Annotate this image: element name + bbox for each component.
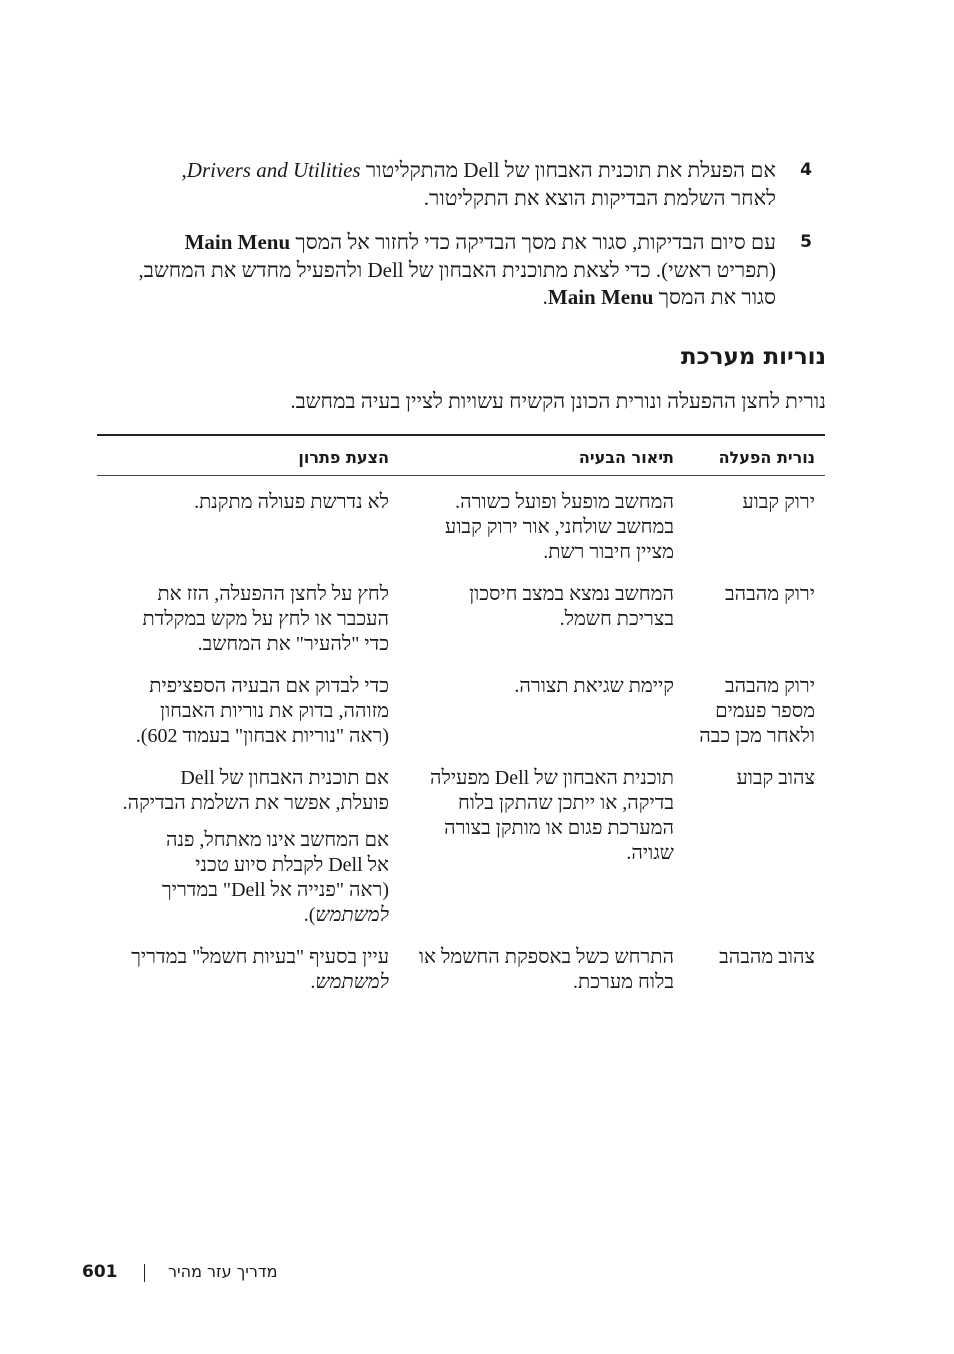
cell-light bbox=[674, 758, 825, 937]
section-title: נוריות מערכת bbox=[680, 344, 826, 370]
cell-line: תוכנית האבחון של Dell מפעילה bbox=[430, 767, 674, 789]
cell-solution bbox=[97, 937, 389, 1004]
step-line-text: עם סיום הבדיקות, סגור את מסך הבדיקה כדי לחזור אל המסך bbox=[290, 230, 776, 254]
cell-line: צהוב מהבהב bbox=[719, 946, 815, 968]
cell-line: ירוק קבוע bbox=[742, 491, 815, 513]
step-number: 5 bbox=[800, 232, 812, 252]
cell-line: לחץ על לחצן ההפעלה, הזז את bbox=[157, 583, 390, 605]
step-line bbox=[90, 284, 776, 312]
cell-line bbox=[97, 903, 389, 928]
cell-line: כדי לבדוק אם הבעיה הספציפית bbox=[149, 675, 390, 697]
cell-line: אם המחשב אינו מאתחל, פנה bbox=[165, 829, 390, 851]
table-row bbox=[97, 574, 825, 666]
table-row bbox=[97, 476, 825, 575]
guide-name: למשתמש bbox=[315, 971, 390, 993]
cell-solution bbox=[97, 476, 389, 575]
cell-line: (ראה "נוריות אבחון" בעמוד 602). bbox=[135, 725, 390, 747]
cell-line: אם תוכנית האבחון של Dell bbox=[180, 767, 390, 789]
step-line: (תפריט ראשי). כדי לצאת מתוכנית האבחון של Dell ולהפעיל מחדש את המחשב, bbox=[138, 257, 776, 282]
cell-line: (ראה "פנייה אל Dell" במדריך bbox=[161, 879, 390, 901]
cell-light bbox=[674, 476, 825, 575]
cell-solution bbox=[97, 666, 389, 758]
cell-line: ירוק מהבהב bbox=[724, 583, 815, 605]
cell-line: מזוהה, בדוק את נוריות האבחון bbox=[159, 700, 390, 722]
cell-line: המערכת פגום או מותקן בצורה bbox=[444, 817, 674, 839]
step-line-text: סגור את המסך bbox=[653, 285, 776, 309]
cell-line: עיין בסעיף "בעיות חשמל" במדריך bbox=[131, 946, 390, 968]
cell-light bbox=[674, 937, 825, 1004]
solution-paragraph bbox=[97, 828, 389, 928]
cell-line: העכבר או לחץ על מקש במקלדת bbox=[142, 608, 390, 630]
step-4 bbox=[90, 157, 812, 212]
cell-line: פועלת, אפשר את השלמת הבדיקה. bbox=[122, 792, 390, 814]
step-line: לאחר השלמת הבדיקות הוצא את התקליטור. bbox=[423, 185, 776, 210]
cell-problem bbox=[389, 666, 674, 758]
table-header-row bbox=[97, 435, 825, 476]
header-light: נורית הפעלה bbox=[674, 435, 825, 476]
solution-paragraph bbox=[97, 766, 389, 816]
cell-line: ולאחר מכן כבה bbox=[699, 725, 815, 747]
main-menu-term: Main Menu bbox=[184, 230, 291, 254]
cell-line: אל Dell לקבלת סיוע טכני bbox=[195, 854, 390, 876]
cell-line: המחשב מופעל ופועל כשורה. bbox=[455, 491, 674, 513]
cell-line: בצריכת חשמל. bbox=[559, 608, 674, 630]
cell-line: ירוק מהבהב bbox=[724, 675, 815, 697]
table-row bbox=[97, 666, 825, 758]
step-5 bbox=[90, 229, 812, 312]
step-text bbox=[90, 157, 776, 212]
cd-name: Drivers and Utilities bbox=[186, 158, 361, 182]
cell-solution bbox=[97, 574, 389, 666]
cell-problem bbox=[389, 476, 674, 575]
cell-line bbox=[97, 970, 389, 995]
step-line-punct: . bbox=[542, 285, 548, 309]
main-menu-term: Main Menu bbox=[547, 285, 654, 309]
step-text bbox=[90, 229, 776, 312]
cell-line: כדי "להעיר" את המחשב. bbox=[197, 633, 390, 655]
cell-line: בלוח מערכת. bbox=[573, 971, 674, 993]
footer-title: מדריך עזר מהיר bbox=[168, 1262, 278, 1281]
system-lights-table bbox=[97, 434, 825, 1004]
table-row bbox=[97, 758, 825, 937]
cell-problem bbox=[389, 758, 674, 937]
cell-problem bbox=[389, 574, 674, 666]
step-line bbox=[90, 157, 776, 185]
step-line bbox=[90, 229, 776, 257]
header-problem: תיאור הבעיה bbox=[389, 435, 674, 476]
table-row bbox=[97, 937, 825, 1004]
header-solution: הצעת פתרון bbox=[97, 435, 389, 476]
cell-line: צהוב קבוע bbox=[736, 767, 815, 789]
guide-name: למשתמש bbox=[315, 904, 390, 926]
page-number: 601 bbox=[82, 1262, 118, 1282]
cell-line: המחשב נמצא במצב חיסכון bbox=[469, 583, 674, 605]
cell-line: קיימת שגיאת תצורה. bbox=[514, 675, 674, 697]
cell-line: מספר פעמים bbox=[715, 700, 815, 722]
cell-light bbox=[674, 574, 825, 666]
cell-line-punct: . bbox=[310, 971, 316, 993]
cell-line: לא נדרשת פעולה מתקנת. bbox=[194, 491, 390, 513]
cell-light bbox=[674, 666, 825, 758]
cell-solution bbox=[97, 758, 389, 937]
footer-divider bbox=[144, 1264, 145, 1282]
cell-line-punct: ). bbox=[303, 904, 316, 926]
step-line-punct: , bbox=[181, 158, 187, 182]
cell-line: שגויה. bbox=[626, 842, 674, 864]
section-intro: נורית לחצן ההפעלה ונורית הכונן הקשיח עשויות לציין בעיה במחשב. bbox=[290, 389, 826, 413]
step-line-text: אם הפעלת את תוכנית האבחון של Dell מהתקליטור bbox=[360, 158, 776, 182]
cell-problem bbox=[389, 937, 674, 1004]
cell-line: התרחש כשל באספקת החשמל או bbox=[418, 946, 674, 968]
cell-line: מציין חיבור רשת. bbox=[543, 541, 674, 563]
step-number: 4 bbox=[800, 160, 812, 180]
cell-line: בדיקה, או ייתכן שהתקן בלוח bbox=[457, 792, 674, 814]
cell-line: במחשב שולחני, אור ירוק קבוע bbox=[445, 516, 674, 538]
